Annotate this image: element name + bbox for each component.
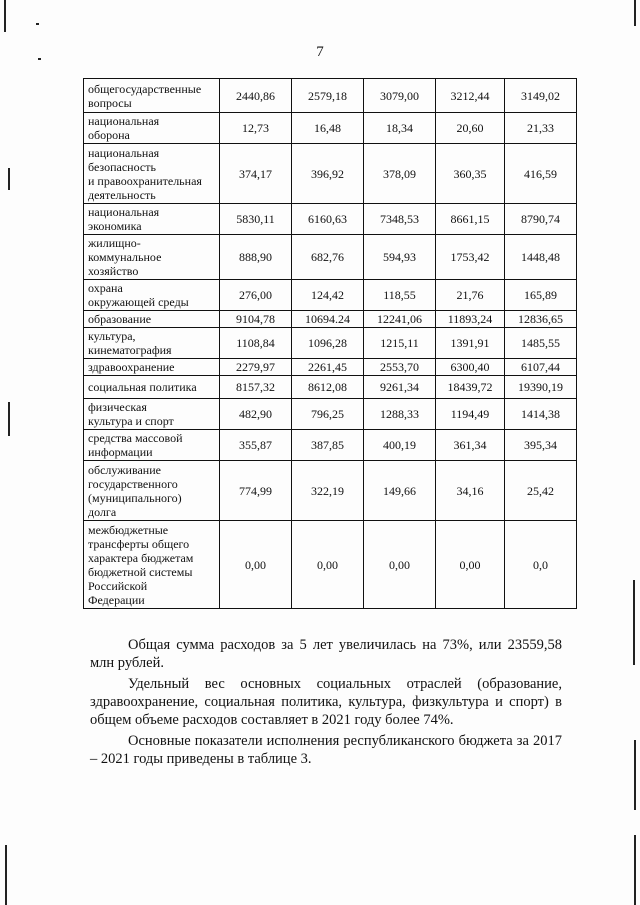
- table-cell: 888,90: [220, 235, 292, 280]
- table-row: [84, 79, 577, 113]
- table-cell: 355,87: [220, 430, 292, 461]
- table-cell: 6107,44: [505, 359, 577, 376]
- table-row: [84, 461, 577, 521]
- table-cell: 276,00: [220, 280, 292, 311]
- paragraph: Общая сумма расходов за 5 лет увеличилась на 73%, или 23559,58 млн рублей.: [90, 637, 562, 671]
- table-cell: 8661,15: [436, 204, 505, 235]
- table-cell: 322,19: [292, 461, 364, 521]
- table-cell: 0,00: [220, 521, 292, 609]
- table-cell: 594,93: [364, 235, 436, 280]
- table-cell: 2579,18: [292, 79, 364, 113]
- table-cell: 395,34: [505, 430, 577, 461]
- row-label: общегосударственные вопросы: [84, 79, 220, 113]
- table-cell: 378,09: [364, 144, 436, 204]
- table-cell: 6300,40: [436, 359, 505, 376]
- table-cell: 12241,06: [364, 311, 436, 328]
- row-label: культура, кинематография: [84, 328, 220, 359]
- table-cell: 416,59: [505, 144, 577, 204]
- table-row: [84, 430, 577, 461]
- scan-mark: [634, 0, 636, 26]
- row-label: здравоохранение: [84, 359, 220, 376]
- table-row: [84, 328, 577, 359]
- scan-mark: [8, 168, 10, 190]
- table-cell: 1096,28: [292, 328, 364, 359]
- table-cell: 0,00: [364, 521, 436, 609]
- table-cell: 20,60: [436, 113, 505, 144]
- row-label: межбюджетные трансферты общего характера бюджетам бюджетной системы Российской Федерации: [84, 521, 220, 609]
- scan-mark: [8, 402, 10, 436]
- table-cell: 8157,32: [220, 376, 292, 399]
- scan-mark: [36, 23, 39, 25]
- table-row: [84, 204, 577, 235]
- table-cell: 1215,11: [364, 328, 436, 359]
- scan-mark: [4, 0, 6, 32]
- table-cell: 1448,48: [505, 235, 577, 280]
- table-row: [84, 359, 577, 376]
- table-cell: 2440,86: [220, 79, 292, 113]
- table-row: [84, 280, 577, 311]
- table-cell: 21,76: [436, 280, 505, 311]
- table-row: [84, 521, 577, 609]
- table-cell: 0,0: [505, 521, 577, 609]
- table-cell: 0,00: [436, 521, 505, 609]
- table-cell: 5830,11: [220, 204, 292, 235]
- page-number: 7: [316, 44, 324, 60]
- table-cell: 34,16: [436, 461, 505, 521]
- table-cell: 2553,70: [364, 359, 436, 376]
- table-row: [84, 399, 577, 430]
- table-cell: 16,48: [292, 113, 364, 144]
- table-row: [84, 144, 577, 204]
- paragraph: Удельный вес основных социальных отраслей (образование, здравоохранение, социальная политика, культура, физкультура и спорт) в общем объеме расходов составляет в 2021 году более 74%.: [90, 676, 562, 728]
- table-cell: 3212,44: [436, 79, 505, 113]
- table-cell: 12,73: [220, 113, 292, 144]
- table-cell: 1414,38: [505, 399, 577, 430]
- table-cell: 774,99: [220, 461, 292, 521]
- row-label: охрана окружающей среды: [84, 280, 220, 311]
- row-label: социальная политика: [84, 376, 220, 399]
- table-cell: 3079,00: [364, 79, 436, 113]
- table-cell: 1485,55: [505, 328, 577, 359]
- table-cell: 1108,84: [220, 328, 292, 359]
- scan-mark: [633, 580, 635, 665]
- table-cell: 149,66: [364, 461, 436, 521]
- paragraph: Основные показатели исполнения республиканского бюджета за 2017 – 2021 годы приведены в таблице 3.: [90, 733, 562, 767]
- table-cell: 8612,08: [292, 376, 364, 399]
- table-row: [84, 376, 577, 399]
- table-cell: 2279,97: [220, 359, 292, 376]
- table-cell: 9104,78: [220, 311, 292, 328]
- table-cell: 400,19: [364, 430, 436, 461]
- table-cell: 796,25: [292, 399, 364, 430]
- table-cell: 6160,63: [292, 204, 364, 235]
- row-label: национальная безопасность и правоохранительная деятельность: [84, 144, 220, 204]
- table-cell: 8790,74: [505, 204, 577, 235]
- table-cell: 25,42: [505, 461, 577, 521]
- table-row: [84, 113, 577, 144]
- body-text: [90, 636, 562, 771]
- table-cell: 396,92: [292, 144, 364, 204]
- scan-mark: [634, 835, 636, 905]
- row-label: образование: [84, 311, 220, 328]
- table-cell: 124,42: [292, 280, 364, 311]
- row-label: национальная экономика: [84, 204, 220, 235]
- table-cell: 2261,45: [292, 359, 364, 376]
- expenditure-table: [83, 78, 577, 609]
- table-cell: 360,35: [436, 144, 505, 204]
- table-cell: 682,76: [292, 235, 364, 280]
- row-label: средства массовой информации: [84, 430, 220, 461]
- table-cell: 19390,19: [505, 376, 577, 399]
- table-cell: 482,90: [220, 399, 292, 430]
- table-cell: 3149,02: [505, 79, 577, 113]
- table-cell: 1288,33: [364, 399, 436, 430]
- table-cell: 1391,91: [436, 328, 505, 359]
- row-label: жилищно- коммунальное хозяйство: [84, 235, 220, 280]
- row-label: обслуживание государственного (муниципального) долга: [84, 461, 220, 521]
- table-row: [84, 235, 577, 280]
- row-label: физическая культура и спорт: [84, 399, 220, 430]
- table-cell: 1194,49: [436, 399, 505, 430]
- table-cell: 21,33: [505, 113, 577, 144]
- row-label: национальная оборона: [84, 113, 220, 144]
- table-row: [84, 311, 577, 328]
- table-cell: 18,34: [364, 113, 436, 144]
- table-cell: 118,55: [364, 280, 436, 311]
- scan-mark: [5, 845, 7, 905]
- table-cell: 0,00: [292, 521, 364, 609]
- table-cell: 10694.24: [292, 311, 364, 328]
- table-cell: 361,34: [436, 430, 505, 461]
- table-cell: 9261,34: [364, 376, 436, 399]
- table-cell: 374,17: [220, 144, 292, 204]
- table-cell: 12836,65: [505, 311, 577, 328]
- table-cell: 11893,24: [436, 311, 505, 328]
- table-cell: 387,85: [292, 430, 364, 461]
- table-cell: 7348,53: [364, 204, 436, 235]
- table-cell: 18439,72: [436, 376, 505, 399]
- scan-mark: [634, 740, 636, 810]
- table-cell: 165,89: [505, 280, 577, 311]
- table-cell: 1753,42: [436, 235, 505, 280]
